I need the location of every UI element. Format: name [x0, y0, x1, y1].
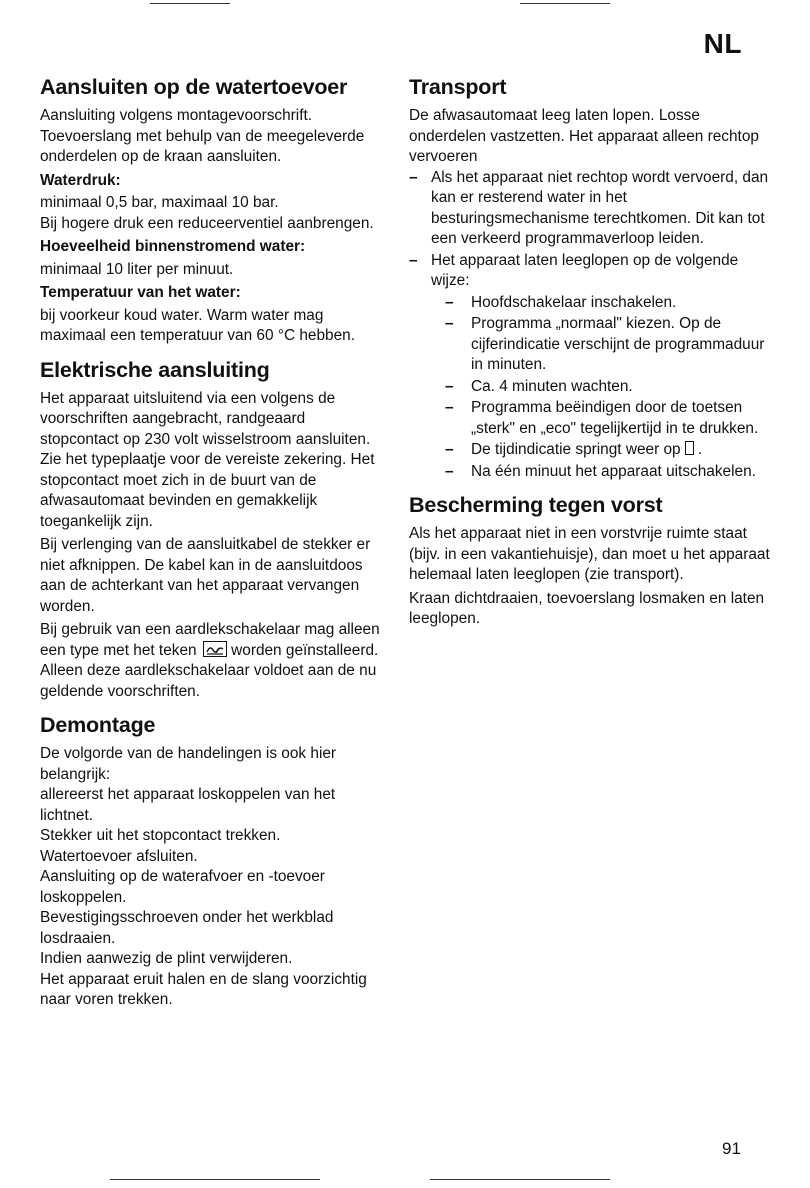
- top-rule: [520, 3, 610, 4]
- paragraph: Kraan dichtdraaien, toevoerslang losmaken en laten leeglopen.: [409, 589, 765, 627]
- section-demontage: [40, 712, 385, 1011]
- paragraph: De afwasautomaat leeg laten lopen. Losse onderdelen vastzetten. Het apparaat alleen rechtop vervoeren: [409, 107, 759, 165]
- text-line: Watertoevoer afsluiten.: [40, 847, 198, 865]
- list-item-text: Na één minuut het apparaat uitschakelen.: [471, 462, 756, 480]
- subheading: Hoeveelheid binnenstromend water:: [40, 238, 306, 255]
- list-item: [409, 168, 774, 250]
- paragraph: Aansluiting volgens montagevoorschrift. Toevoerslang met behulp van de meegeleverde onderdelen op de kraan aansluiten.: [40, 107, 365, 165]
- section-frost: [409, 492, 774, 630]
- paragraph: minimaal 0,5 bar, maximaal 10 bar.: [40, 194, 279, 211]
- section-title: Demontage: [40, 713, 156, 737]
- text-line: Stekker uit het stopcontact trekken.: [40, 827, 281, 844]
- text-line: allereerst het apparaat loskoppelen van het lichtnet.: [40, 786, 336, 824]
- section-transport: [409, 74, 774, 482]
- list-item-text: Het apparaat laten leeglopen op de volgende wijze:: [431, 251, 739, 289]
- section-water-supply: [40, 74, 385, 347]
- text-line: De volgorde van de handelingen is ook hier belangrijk:: [40, 745, 337, 783]
- list-item-text: Ca. 4 minuten wachten.: [471, 377, 633, 395]
- list-item-text: Hoofdschakelaar inschakelen.: [471, 293, 677, 311]
- text-line: Indien aanwezig de plint verwijderen.: [40, 950, 293, 967]
- subheading: Waterdruk:: [40, 171, 121, 189]
- right-column: [409, 74, 774, 640]
- rcd-symbol-icon: [203, 641, 227, 657]
- text-line: Het apparaat eruit halen en de slang voorzichtig naar voren trekken.: [40, 970, 367, 1008]
- paragraph: bij voorkeur koud water. Warm water mag maximaal een temperatuur van 60 °C hebben.: [40, 306, 356, 344]
- paragraph: [40, 620, 385, 702]
- bottom-rule: [430, 1179, 610, 1180]
- bottom-rule: [110, 1179, 320, 1180]
- list-item: [431, 398, 774, 439]
- list-item: [431, 314, 774, 376]
- list-item-text: De tijdindicatie springt weer op: [471, 441, 681, 458]
- section-title: Bescherming tegen vorst: [409, 493, 663, 517]
- text-line: Bevestigingsschroeven onder het werkblad losdraaien.: [40, 909, 334, 947]
- paragraph: Het apparaat uitsluitend via een volgens de voorschriften aangebracht, randgeaard stopcontact op 230 volt wisselstroom aansluiten. Zie het typeplaatje voor de vereiste zekering. Het stopcontact moet zich in de buurt van de afwasautomaat bevinden en gemakkelijk toegankelijk zijn.: [40, 389, 375, 530]
- page-number: 91: [722, 1139, 741, 1158]
- list-item-text: Programma „normaal" kiezen. Op de cijferindicatie verschijnt de programmaduur in minuten.: [471, 315, 765, 373]
- top-rule: [150, 3, 230, 4]
- subheading: Temperatuur van het water:: [40, 284, 241, 301]
- list-item: [431, 377, 774, 398]
- section-electrical: [40, 357, 385, 703]
- left-column: [40, 74, 385, 1021]
- section-title: Elektrische aansluiting: [40, 357, 270, 382]
- sub-list: [431, 293, 774, 483]
- language-label: NL: [703, 28, 742, 59]
- paragraph: Bij verlenging van de aansluitkabel de stekker er niet afknippen. De kabel kan in de aansluitdoos aan de achterkant van het apparaat vervangen worden.: [40, 536, 371, 615]
- section-title: Aansluiten op de watertoevoer: [40, 75, 348, 99]
- zero-display-icon: [685, 441, 694, 455]
- list-item-text: Als het apparaat niet rechtop wordt vervoerd, dan kan er resterend water in het besturingsmechanisme terechtkomen. Dit kan tot een verkeerd programmaverloop leiden.: [431, 168, 769, 247]
- list-item: [431, 293, 774, 314]
- list-item: [409, 251, 774, 483]
- section-title: Transport: [409, 75, 507, 99]
- list-item: – De tijdindicatie springt weer op .: [431, 440, 774, 461]
- paragraph-text: Bij gebruik van een aardlekschakelaar mag alleen een type met het teken: [40, 621, 380, 659]
- list-item: [431, 462, 774, 483]
- text-line: Aansluiting op de waterafvoer en -toevoer loskoppelen.: [40, 868, 325, 906]
- paragraph: Bij hogere druk een reduceerventiel aanbrengen.: [40, 214, 374, 232]
- paragraph: minimaal 10 liter per minuut.: [40, 260, 234, 278]
- list-item-text: Programma beëindigen door de toetsen „sterk" en „eco" tegelijkertijd in te drukken.: [471, 399, 759, 437]
- paragraph: Als het apparaat niet in een vorstvrije ruimte staat (bijv. in een vakantiehuisje), dan moet u het apparaat helemaal laten leeglopen (zie transport).: [409, 525, 770, 583]
- bullet-list: [409, 168, 774, 483]
- paragraph-text: worden geïnstalleerd. Alleen deze aardlekschakelaar voldoet aan de nu geldende voorschriften.: [40, 641, 379, 700]
